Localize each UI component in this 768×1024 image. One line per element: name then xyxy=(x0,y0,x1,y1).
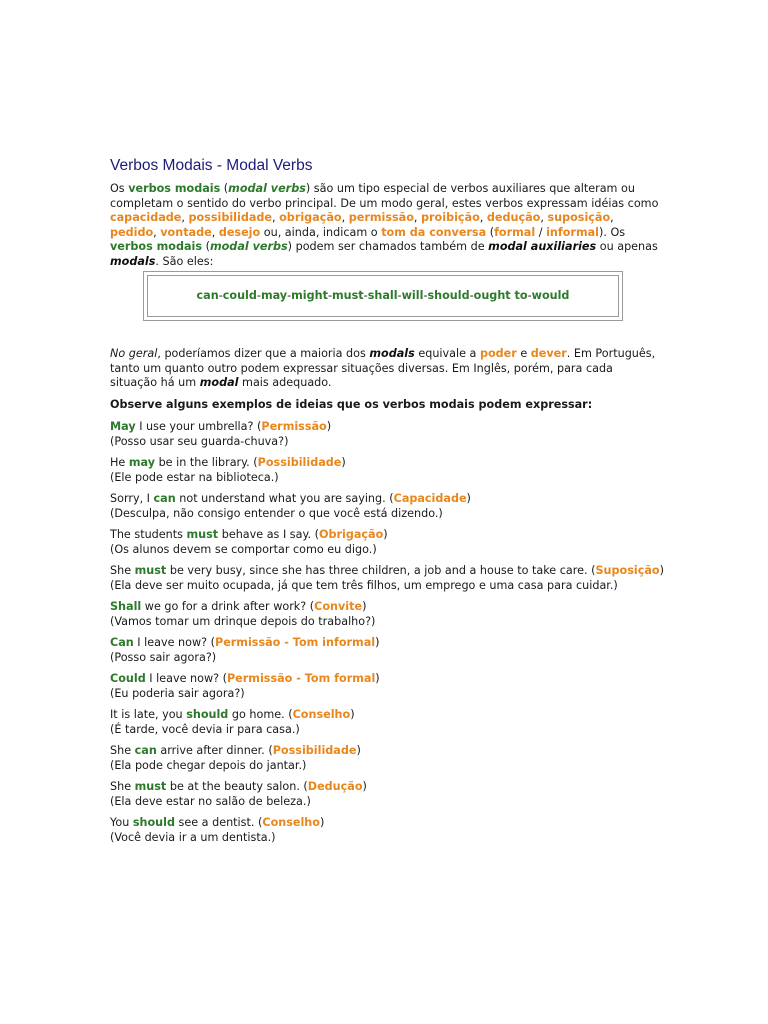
example-tag: Obrigação xyxy=(318,528,384,541)
example-tag: Possibilidade xyxy=(257,456,342,469)
intro-text: . São eles: xyxy=(155,254,214,268)
example-text: I leave now? ( xyxy=(133,636,215,649)
modals-list-box xyxy=(143,271,623,321)
term-poder: poder xyxy=(479,347,517,360)
example-translation: (Os alunos devem se comportar como eu digo.) xyxy=(110,542,377,556)
ideas-separator: , xyxy=(211,225,219,239)
modal-separator: - xyxy=(397,288,402,302)
example-text: ) xyxy=(466,492,471,505)
idea-term: permissão xyxy=(348,211,414,224)
example-tag: Convite xyxy=(314,600,363,613)
example-sentence xyxy=(110,636,670,651)
example-modal-verb: must xyxy=(186,528,219,541)
example-item xyxy=(110,816,670,845)
example-modal-verb: Shall xyxy=(110,600,142,613)
example-tag: Conselho xyxy=(262,816,320,829)
term-modal-verbs: modal verbs xyxy=(209,240,288,253)
example-translation: (Posso sair agora?) xyxy=(110,650,217,664)
intro-text: ( xyxy=(220,182,229,195)
example-item xyxy=(110,564,670,593)
ideas-separator: , xyxy=(153,225,161,239)
example-item xyxy=(110,456,670,485)
example-modal-verb: must xyxy=(134,564,167,577)
example-translation: (Eu poderia sair agora?) xyxy=(110,686,245,700)
paragraph-text: mais adequado. xyxy=(238,376,332,389)
example-text: not understand what you are saying. ( xyxy=(175,492,394,505)
intro-text: / xyxy=(535,225,547,239)
example-sentence xyxy=(110,528,670,543)
example-text: The students xyxy=(110,528,187,541)
example-tag: Permissão xyxy=(261,420,327,433)
tag-separator: - xyxy=(280,636,293,649)
example-text: ) xyxy=(326,420,332,433)
example-text: ) xyxy=(350,708,355,721)
ideas-separator: , xyxy=(413,211,422,224)
example-text: go home. ( xyxy=(228,708,293,721)
example-item xyxy=(110,708,670,737)
idea-term: possibilidade xyxy=(188,211,272,224)
example-modal-verb: Can xyxy=(110,636,134,649)
modal-verb: would xyxy=(531,288,570,302)
term-modals: modals xyxy=(369,347,415,360)
modal-separator: - xyxy=(327,288,333,302)
example-sentence xyxy=(110,672,670,687)
example-tag: Permissão xyxy=(215,636,281,649)
term-formal: formal xyxy=(494,225,536,239)
example-tag: Conselho xyxy=(292,708,351,721)
term-modal-auxiliaries: modal auxiliaries xyxy=(488,240,597,253)
example-sentence xyxy=(110,780,670,795)
intro-text: ou apenas xyxy=(596,240,658,253)
example-sentence xyxy=(110,420,670,435)
example-modal-verb: Could xyxy=(110,672,146,685)
example-text: ) xyxy=(375,636,380,649)
example-text: see a dentist. ( xyxy=(174,816,263,829)
intro-text: ou, ainda, indicam o xyxy=(260,225,382,239)
example-modal-verb: can xyxy=(153,492,176,505)
modal-verb: can xyxy=(196,288,219,302)
modal-verb: might xyxy=(291,288,328,302)
example-text: be at the beauty salon. ( xyxy=(166,780,308,793)
intro-text: ( xyxy=(202,240,210,253)
ideas-separator: , xyxy=(181,211,189,224)
example-sentence xyxy=(110,564,670,579)
example-item xyxy=(110,744,670,773)
example-modal-verb: should xyxy=(132,816,175,829)
example-translation: (Você devia ir a um dentista.) xyxy=(110,830,276,844)
ideas-separator: , xyxy=(610,211,614,224)
modal-verb: could xyxy=(222,288,257,302)
modal-separator: - xyxy=(218,288,223,302)
example-translation: (Ela deve estar no salão de beleza.) xyxy=(110,794,311,808)
example-modal-verb: must xyxy=(134,780,167,793)
example-modal-verb: may xyxy=(128,456,156,469)
example-item xyxy=(110,780,670,809)
example-sentence xyxy=(110,492,670,507)
example-item xyxy=(110,492,670,521)
term-tom-da-conversa: tom da conversa xyxy=(381,225,487,239)
paragraph-text: e xyxy=(516,347,531,360)
example-text: Sorry, I xyxy=(110,492,154,505)
example-modal-verb: May xyxy=(110,420,136,433)
example-text: She xyxy=(110,780,135,793)
ideas-separator: , xyxy=(272,211,280,224)
example-text: ) xyxy=(341,456,346,469)
intro-text: Os xyxy=(110,182,129,195)
example-text: ) xyxy=(362,600,367,613)
example-sentence xyxy=(110,708,670,723)
example-translation: (É tarde, você devia ir para casa.) xyxy=(110,722,300,736)
intro-paragraph xyxy=(110,182,662,269)
idea-term: dedução xyxy=(486,211,541,224)
example-item xyxy=(110,420,670,449)
example-tag: Dedução xyxy=(307,780,363,793)
idea-term: proibição xyxy=(421,211,480,224)
ideas-separator: , xyxy=(540,211,548,224)
term-modal-verbs: modal verbs xyxy=(228,182,306,195)
idea-term: suposição xyxy=(547,211,611,224)
example-text: She xyxy=(110,564,135,577)
term-modals: modals xyxy=(110,254,156,268)
example-text: She xyxy=(110,744,135,757)
example-text: He xyxy=(110,456,129,469)
modals-list xyxy=(147,275,619,317)
modal-separator: - xyxy=(363,288,368,302)
paragraph-text: , poderíamos dizer que a maioria dos xyxy=(157,347,370,360)
modal-separator: - xyxy=(527,288,532,302)
idea-term: obrigação xyxy=(279,211,342,224)
example-text: be in the library. ( xyxy=(155,456,258,469)
example-text: I use your umbrella? ( xyxy=(135,420,262,433)
example-text: arrive after dinner. ( xyxy=(156,744,273,757)
example-tag: Suposição xyxy=(595,564,660,577)
example-item xyxy=(110,528,670,557)
example-translation: (Desculpa, não consigo entender o que você está dizendo.) xyxy=(110,506,443,520)
example-translation: (Ela pode chegar depois do jantar.) xyxy=(110,758,307,772)
example-sentence xyxy=(110,456,670,471)
modal-separator: - xyxy=(287,288,292,302)
term-verbos-modais: verbos modais xyxy=(128,182,221,195)
paragraph-text: . Em Português, tanto um quanto outro podem expressar situações diversas. Em Inglês, porém, para cada situação há um xyxy=(110,347,656,389)
term-dever: dever xyxy=(530,347,567,360)
example-sentence xyxy=(110,600,670,615)
example-translation: (Vamos tomar um drinque depois do trabalho?) xyxy=(110,614,376,628)
example-tag: Tom formal xyxy=(304,672,376,685)
example-text: You xyxy=(110,816,133,829)
modal-verb: ought to xyxy=(473,288,528,302)
example-modal-verb: can xyxy=(134,744,157,757)
modal-verb: should xyxy=(427,288,470,302)
example-translation: (Ele pode estar na biblioteca.) xyxy=(110,470,279,484)
example-text: ) xyxy=(319,816,325,829)
example-tag: Tom informal xyxy=(292,636,376,649)
examples-heading: Observe alguns exemplos de ideias que os verbos modais podem expressar: xyxy=(110,398,593,411)
modal-verb: may xyxy=(260,288,288,302)
example-text: I leave now? ( xyxy=(145,672,227,685)
modal-separator: - xyxy=(423,288,428,302)
intro-text: ) podem ser chamados também de xyxy=(287,240,489,253)
page-title: Verbos Modais - Modal Verbs xyxy=(110,157,313,174)
term-verbos-modais: verbos modais xyxy=(110,240,203,253)
term-modal: modal xyxy=(199,376,239,389)
tag-separator: - xyxy=(292,672,305,685)
example-translation: (Ela deve ser muito ocupada, já que tem três filhos, um emprego e uma casa para cuidar.) xyxy=(110,578,618,592)
idea-term: desejo xyxy=(218,225,261,239)
ideas-separator: , xyxy=(341,211,349,224)
example-text: be very busy, since she has three children, a job and a house to take care. ( xyxy=(166,564,596,577)
example-text: ) xyxy=(375,672,380,685)
modal-separator: - xyxy=(256,288,261,302)
example-text: ) xyxy=(659,564,664,577)
example-tag: Capacidade xyxy=(393,492,467,505)
idea-term: vontade xyxy=(160,225,212,239)
modal-verb: must xyxy=(332,288,364,302)
intro-text: ) são um tipo especial de verbos auxiliares que alteram ou completam o sentido do verbo principal. De um modo geral, estes verbos expressam idéias como xyxy=(110,182,659,210)
idea-term: capacidade xyxy=(110,211,182,224)
modal-separator: - xyxy=(469,288,474,302)
example-sentence xyxy=(110,744,670,759)
example-text: ) xyxy=(383,528,388,541)
intro-text: ( xyxy=(486,225,495,239)
paragraph-text: equivale a xyxy=(414,347,480,360)
ideas-separator: , xyxy=(479,211,487,224)
example-item xyxy=(110,636,670,665)
example-modal-verb: should xyxy=(186,708,229,721)
example-text: behave as I say. ( xyxy=(218,528,319,541)
example-text: we go for a drink after work? ( xyxy=(141,600,315,613)
intro-text: ). Os xyxy=(599,225,626,239)
example-item xyxy=(110,672,670,701)
example-text: It is late, you xyxy=(110,708,187,721)
term-no-geral: No geral xyxy=(110,347,158,360)
idea-term: pedido xyxy=(110,225,154,239)
summary-paragraph xyxy=(110,347,662,391)
example-tag: Permissão xyxy=(226,672,293,685)
example-sentence xyxy=(110,816,670,831)
example-item xyxy=(110,600,670,629)
modal-verb: shall xyxy=(367,288,398,302)
modal-verb: will xyxy=(401,288,424,302)
term-informal: informal xyxy=(546,225,599,239)
example-text: ) xyxy=(362,780,367,793)
example-text: ) xyxy=(356,744,361,757)
example-tag: Possibilidade xyxy=(272,744,357,757)
example-translation: (Posso usar seu guarda-chuva?) xyxy=(110,434,289,448)
examples-list xyxy=(110,420,670,852)
